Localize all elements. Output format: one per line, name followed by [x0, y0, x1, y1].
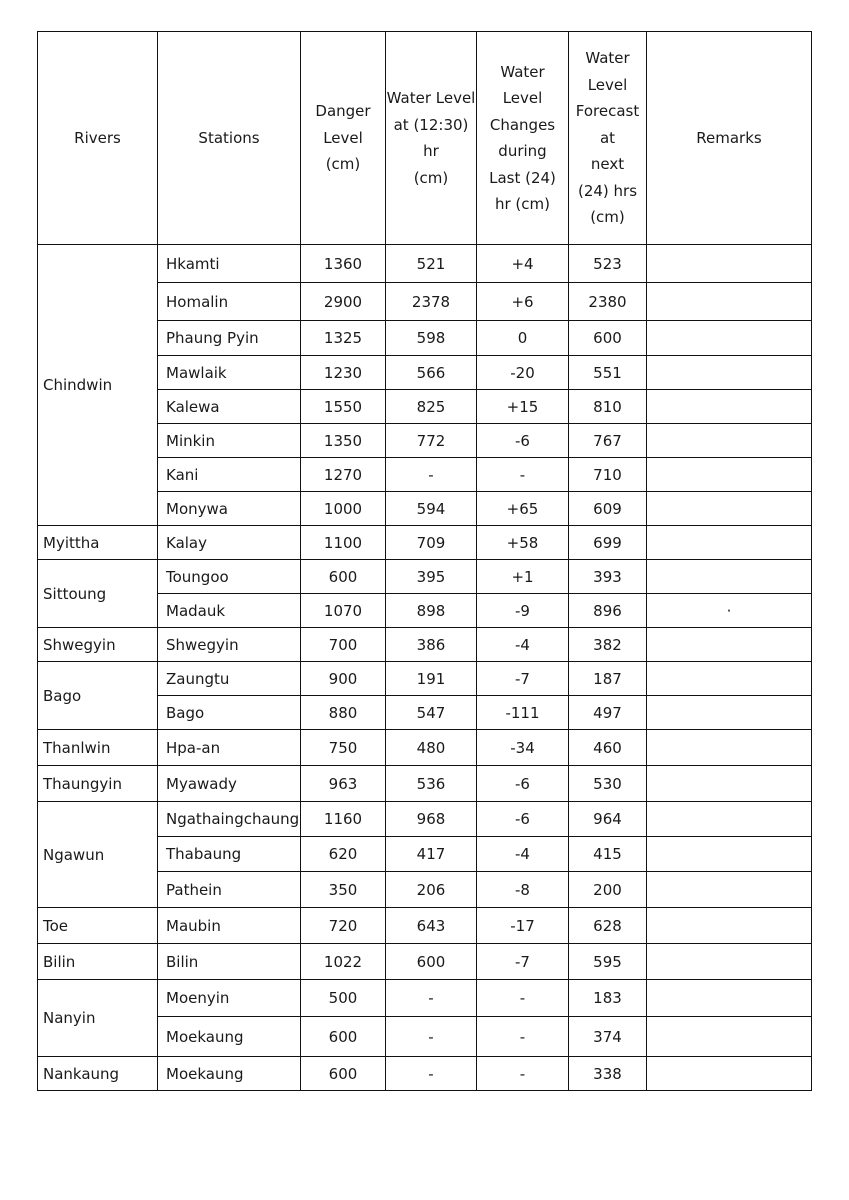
forecast-cell: 896 — [569, 594, 647, 628]
forecast-cell: 530 — [569, 766, 647, 802]
station-cell: Phaung Pyin — [158, 321, 301, 356]
header-danger-level — [301, 32, 386, 245]
danger-level-cell: 350 — [301, 872, 386, 908]
station-cell: Homalin — [158, 283, 301, 321]
forecast-cell: 382 — [569, 628, 647, 662]
water-level-cell: 709 — [386, 526, 477, 560]
danger-level-cell: 1160 — [301, 802, 386, 837]
danger-level-cell: 1325 — [301, 321, 386, 356]
forecast-cell: 628 — [569, 908, 647, 944]
station-cell: Kalay — [158, 526, 301, 560]
level-change-cell: -7 — [477, 662, 569, 696]
forecast-cell: 710 — [569, 458, 647, 492]
station-cell: Zaungtu — [158, 662, 301, 696]
station-cell: Toungoo — [158, 560, 301, 594]
water-level-cell: 417 — [386, 837, 477, 872]
header-line: Level — [323, 128, 363, 147]
level-change-cell: - — [477, 1017, 569, 1057]
forecast-cell: 551 — [569, 356, 647, 390]
level-change-cell: -6 — [477, 424, 569, 458]
forecast-cell: 183 — [569, 980, 647, 1017]
station-cell: Bilin — [158, 944, 301, 980]
header-line: next — [590, 155, 625, 174]
station-cell: Kalewa — [158, 390, 301, 424]
header-line: Water — [585, 49, 630, 68]
table-row — [38, 730, 812, 766]
danger-level-cell: 600 — [301, 560, 386, 594]
river-cell: Sittoung — [38, 560, 158, 628]
station-cell: Hpa-an — [158, 730, 301, 766]
remarks-cell — [647, 662, 812, 696]
station-cell: Minkin — [158, 424, 301, 458]
header-row — [38, 32, 812, 245]
forecast-cell: 810 — [569, 390, 647, 424]
remarks-cell — [647, 837, 812, 872]
level-change-cell: -6 — [477, 802, 569, 837]
header-line: at — [599, 128, 616, 147]
level-change-cell: +65 — [477, 492, 569, 526]
remarks-cell — [647, 390, 812, 424]
table-row — [38, 908, 812, 944]
forecast-cell: 523 — [569, 245, 647, 283]
danger-level-cell: 600 — [301, 1017, 386, 1057]
remarks-cell — [647, 628, 812, 662]
remarks-cell — [647, 245, 812, 283]
remarks-cell — [647, 356, 812, 390]
level-change-cell: -4 — [477, 628, 569, 662]
table-body — [38, 245, 812, 1091]
water-level-cell: 898 — [386, 594, 477, 628]
level-change-cell: +15 — [477, 390, 569, 424]
header-line: (24) hrs — [577, 181, 638, 200]
remarks-cell — [647, 872, 812, 908]
water-level-cell: 594 — [386, 492, 477, 526]
river-cell: Shwegyin — [38, 628, 158, 662]
danger-level-cell: 600 — [301, 1057, 386, 1091]
station-cell: Kani — [158, 458, 301, 492]
level-change-cell: -17 — [477, 908, 569, 944]
forecast-cell: 609 — [569, 492, 647, 526]
level-change-cell: - — [477, 1057, 569, 1091]
header-water-level — [386, 32, 477, 245]
forecast-cell: 460 — [569, 730, 647, 766]
remarks-cell — [647, 766, 812, 802]
level-change-cell: - — [477, 980, 569, 1017]
danger-level-cell: 1350 — [301, 424, 386, 458]
remarks-cell — [647, 696, 812, 730]
header-line: Level — [502, 89, 543, 107]
water-level-cell: 566 — [386, 356, 477, 390]
remarks-cell — [647, 944, 812, 980]
remarks-cell — [647, 908, 812, 944]
river-cell: Bilin — [38, 944, 158, 980]
danger-level-cell: 1100 — [301, 526, 386, 560]
header-line: at (12:30) hr — [393, 115, 469, 160]
level-change-cell: +6 — [477, 283, 569, 321]
station-cell: Pathein — [158, 872, 301, 908]
danger-level-cell: 720 — [301, 908, 386, 944]
station-cell: Moekaung — [158, 1057, 301, 1091]
water-level-cell: 598 — [386, 321, 477, 356]
water-level-cell: - — [386, 1057, 477, 1091]
remarks-cell — [647, 980, 812, 1017]
forecast-cell: 415 — [569, 837, 647, 872]
header-line: (cm) — [325, 155, 361, 174]
water-level-cell: 2378 — [386, 283, 477, 321]
forecast-cell: 200 — [569, 872, 647, 908]
station-cell: Shwegyin — [158, 628, 301, 662]
station-cell: Bago — [158, 696, 301, 730]
water-level-cell: 643 — [386, 908, 477, 944]
danger-level-cell: 900 — [301, 662, 386, 696]
table-row — [38, 944, 812, 980]
danger-level-cell: 963 — [301, 766, 386, 802]
water-level-cell: 536 — [386, 766, 477, 802]
table-row — [38, 560, 812, 594]
forecast-cell: 374 — [569, 1017, 647, 1057]
danger-level-cell: 880 — [301, 696, 386, 730]
remarks-cell — [647, 458, 812, 492]
forecast-cell: 338 — [569, 1057, 647, 1091]
level-change-cell: -8 — [477, 872, 569, 908]
station-cell: Ngathaingchaung — [158, 802, 301, 837]
river-cell: Ngawun — [38, 802, 158, 908]
forecast-cell: 497 — [569, 696, 647, 730]
remarks-cell — [647, 492, 812, 526]
level-change-cell: -20 — [477, 356, 569, 390]
station-cell: Myawady — [158, 766, 301, 802]
water-level-table — [37, 31, 812, 1091]
remarks-cell — [647, 526, 812, 560]
river-cell: Nankaung — [38, 1057, 158, 1091]
header-line: Water Level — [386, 89, 476, 107]
danger-level-cell: 1550 — [301, 390, 386, 424]
danger-level-cell: 2900 — [301, 283, 386, 321]
header-line: Water — [500, 62, 545, 81]
water-level-cell: 386 — [386, 628, 477, 662]
forecast-cell: 393 — [569, 560, 647, 594]
water-level-cell: 968 — [386, 802, 477, 837]
table-row — [38, 526, 812, 560]
header-line: hr (cm) — [494, 195, 550, 213]
river-cell: Toe — [38, 908, 158, 944]
remarks-cell — [647, 1017, 812, 1057]
water-level-cell: 206 — [386, 872, 477, 908]
level-change-cell: +4 — [477, 245, 569, 283]
danger-level-cell: 500 — [301, 980, 386, 1017]
forecast-cell: 187 — [569, 662, 647, 696]
level-change-cell: +1 — [477, 560, 569, 594]
level-change-cell: +58 — [477, 526, 569, 560]
water-level-cell: 395 — [386, 560, 477, 594]
water-level-cell: 521 — [386, 245, 477, 283]
danger-level-cell: 1270 — [301, 458, 386, 492]
danger-level-cell: 620 — [301, 837, 386, 872]
river-cell: Thanlwin — [38, 730, 158, 766]
water-level-cell: 600 — [386, 944, 477, 980]
water-level-cell: 191 — [386, 662, 477, 696]
remarks-cell: · — [647, 594, 812, 628]
water-level-cell: 547 — [386, 696, 477, 730]
danger-level-cell: 1360 — [301, 245, 386, 283]
table-row — [38, 766, 812, 802]
danger-level-cell: 1230 — [301, 356, 386, 390]
level-change-cell: 0 — [477, 321, 569, 356]
river-cell: Bago — [38, 662, 158, 730]
level-change-cell: -34 — [477, 730, 569, 766]
header-stations: Stations — [158, 32, 301, 245]
station-cell: Mawlaik — [158, 356, 301, 390]
level-change-cell: -4 — [477, 837, 569, 872]
level-change-cell: -7 — [477, 944, 569, 980]
level-change-cell: -111 — [477, 696, 569, 730]
header-forecast — [569, 32, 647, 245]
water-level-cell: 772 — [386, 424, 477, 458]
table-row — [38, 802, 812, 837]
station-cell: Moekaung — [158, 1017, 301, 1057]
remarks-cell — [647, 802, 812, 837]
forecast-cell: 699 — [569, 526, 647, 560]
station-cell: Moenyin — [158, 980, 301, 1017]
river-cell: Nanyin — [38, 980, 158, 1057]
danger-level-cell: 1070 — [301, 594, 386, 628]
remarks-cell — [647, 424, 812, 458]
station-cell: Madauk — [158, 594, 301, 628]
remarks-cell — [647, 283, 812, 321]
remarks-cell — [647, 1057, 812, 1091]
forecast-cell: 964 — [569, 802, 647, 837]
forecast-cell: 600 — [569, 321, 647, 356]
danger-level-cell: 750 — [301, 730, 386, 766]
river-cell: Chindwin — [38, 245, 158, 526]
header-line: during — [498, 142, 547, 160]
table-row — [38, 245, 812, 283]
water-level-cell: - — [386, 458, 477, 492]
header-line: Last (24) — [489, 168, 556, 187]
forecast-cell: 595 — [569, 944, 647, 980]
table-row — [38, 628, 812, 662]
water-level-cell: - — [386, 1017, 477, 1057]
level-change-cell: -6 — [477, 766, 569, 802]
danger-level-cell: 700 — [301, 628, 386, 662]
header-line: (cm) — [590, 208, 625, 227]
station-cell: Maubin — [158, 908, 301, 944]
danger-level-cell: 1000 — [301, 492, 386, 526]
header-line: Level — [587, 75, 628, 94]
remarks-cell — [647, 560, 812, 594]
level-change-cell: -9 — [477, 594, 569, 628]
forecast-cell: 2380 — [569, 283, 647, 321]
river-cell: Myittha — [38, 526, 158, 560]
header-line: Forecast — [575, 102, 640, 121]
water-level-cell: 825 — [386, 390, 477, 424]
table-row — [38, 662, 812, 696]
header-level-changes — [477, 32, 569, 245]
station-cell: Monywa — [158, 492, 301, 526]
header-line: (cm) — [413, 168, 449, 187]
remarks-cell — [647, 321, 812, 356]
water-level-cell: - — [386, 980, 477, 1017]
water-level-cell: 480 — [386, 730, 477, 766]
danger-level-cell: 1022 — [301, 944, 386, 980]
remarks-cell — [647, 730, 812, 766]
station-cell: Thabaung — [158, 837, 301, 872]
river-cell: Thaungyin — [38, 766, 158, 802]
header-rivers: Rivers — [38, 32, 158, 245]
station-cell: Hkamti — [158, 245, 301, 283]
table-row — [38, 980, 812, 1017]
header-line: Changes — [489, 115, 556, 134]
forecast-cell: 767 — [569, 424, 647, 458]
table-row — [38, 1057, 812, 1091]
header-line: Danger — [315, 102, 371, 121]
header-remarks: Remarks — [647, 32, 812, 245]
level-change-cell: - — [477, 458, 569, 492]
